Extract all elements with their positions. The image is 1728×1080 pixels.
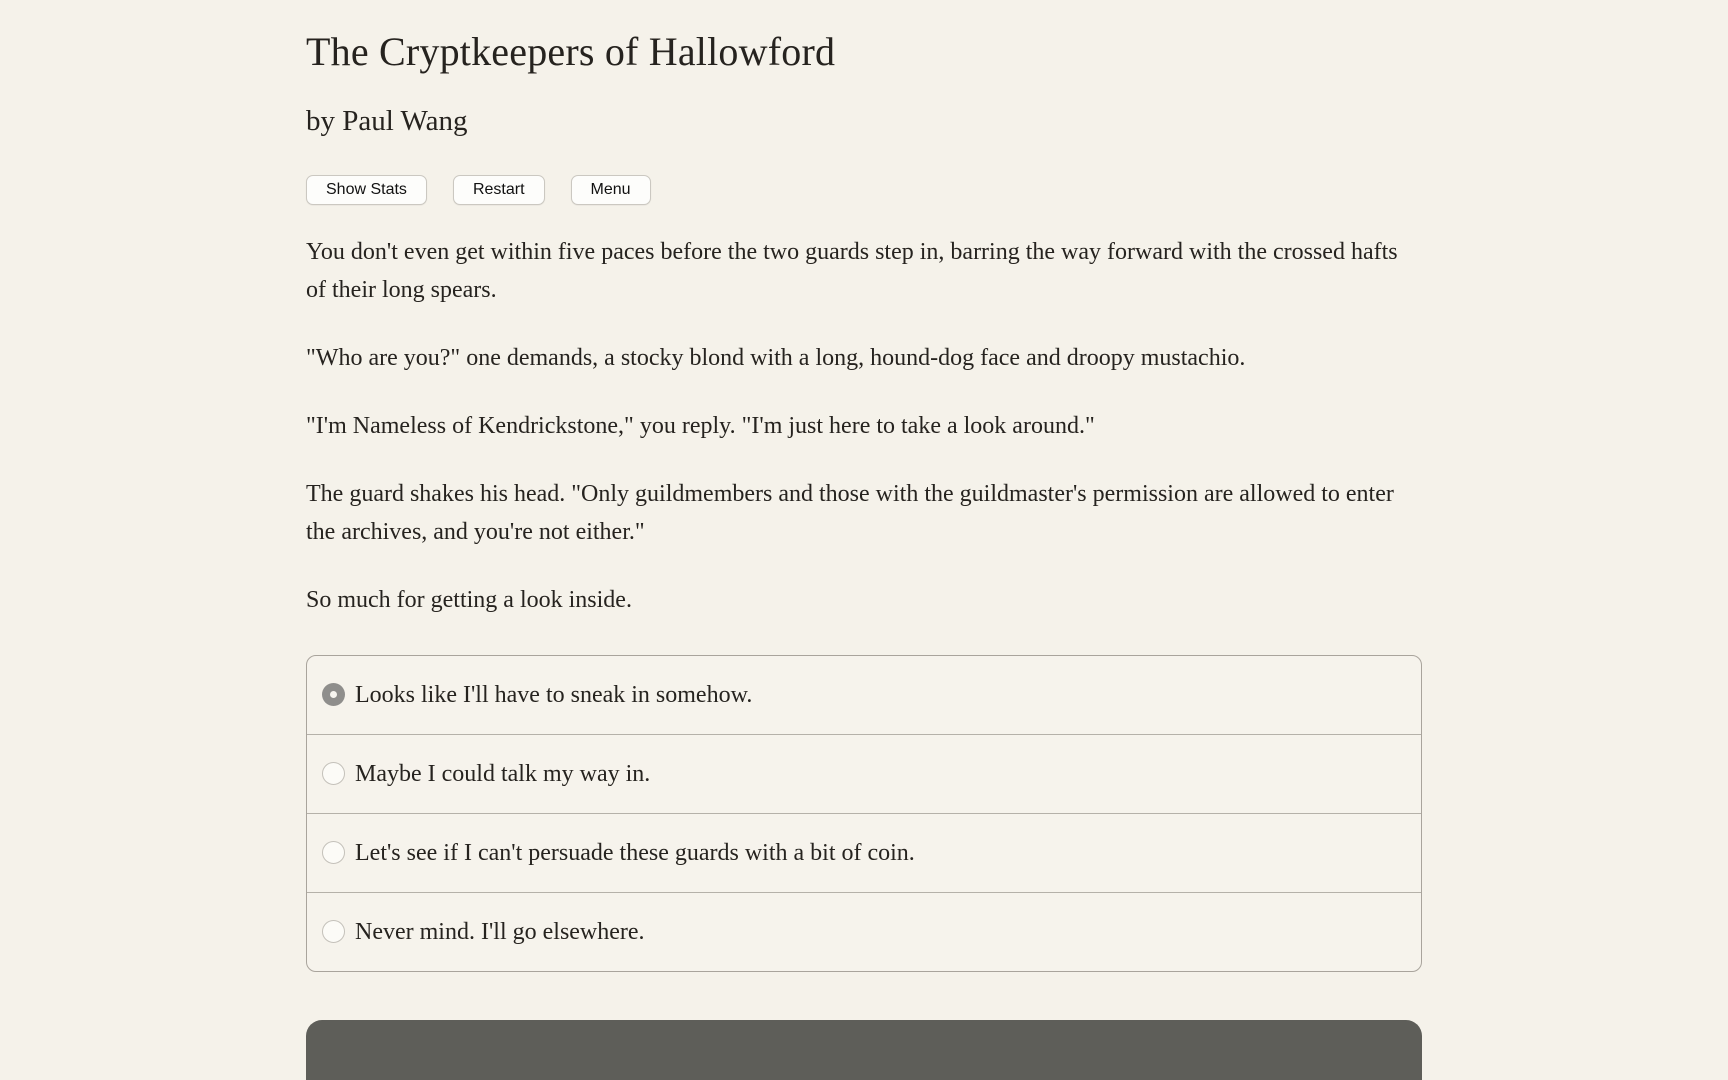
restart-button[interactable]: Restart [453,175,545,205]
story-paragraph: You don't even get within five paces before the two guards step in, barring the way forward with the crossed hafts of their long spears. [306,238,1398,303]
radio-button-icon[interactable] [322,683,345,706]
choice-option-bribe-guards[interactable] [307,813,1421,892]
story-paragraph: "I'm Nameless of Kendrickstone," you reply. "I'm just here to take a look around." [306,412,1095,439]
choice-option-go-elsewhere[interactable] [307,892,1421,971]
radio-button-icon[interactable] [322,762,345,785]
choice-option-label: Never mind. I'll go elsewhere. [355,918,645,945]
menu-button[interactable]: Menu [571,175,651,205]
author-byline: by Paul Wang [306,105,468,137]
story-paragraph: "Who are you?" one demands, a stocky blond with a long, hound-dog face and droopy mustachio. [306,344,1246,371]
story-paragraph: So much for getting a look inside. [306,586,632,613]
choice-option-sneak-in[interactable] [307,656,1421,734]
toolbar [306,175,1422,205]
story-page [306,0,1422,1080]
choice-option-label: Looks like I'll have to sneak in somehow. [355,681,753,708]
page-title: The Cryptkeepers of Hallowford [306,29,836,74]
choice-option-label: Let's see if I can't persuade these guards with a bit of coin. [355,839,915,866]
story-paragraph: The guard shakes his head. "Only guildmembers and those with the guildmaster's permission are allowed to enter the archives, and you're not either." [306,480,1394,545]
story-text [306,233,1422,619]
show-stats-button[interactable]: Show Stats [306,175,427,205]
choice-option-label: Maybe I could talk my way in. [355,760,651,787]
radio-button-icon[interactable] [322,841,345,864]
choice-option-talk-way-in[interactable] [307,734,1421,813]
choice-list [306,655,1422,972]
next-button[interactable] [306,1020,1422,1080]
radio-button-icon[interactable] [322,920,345,943]
